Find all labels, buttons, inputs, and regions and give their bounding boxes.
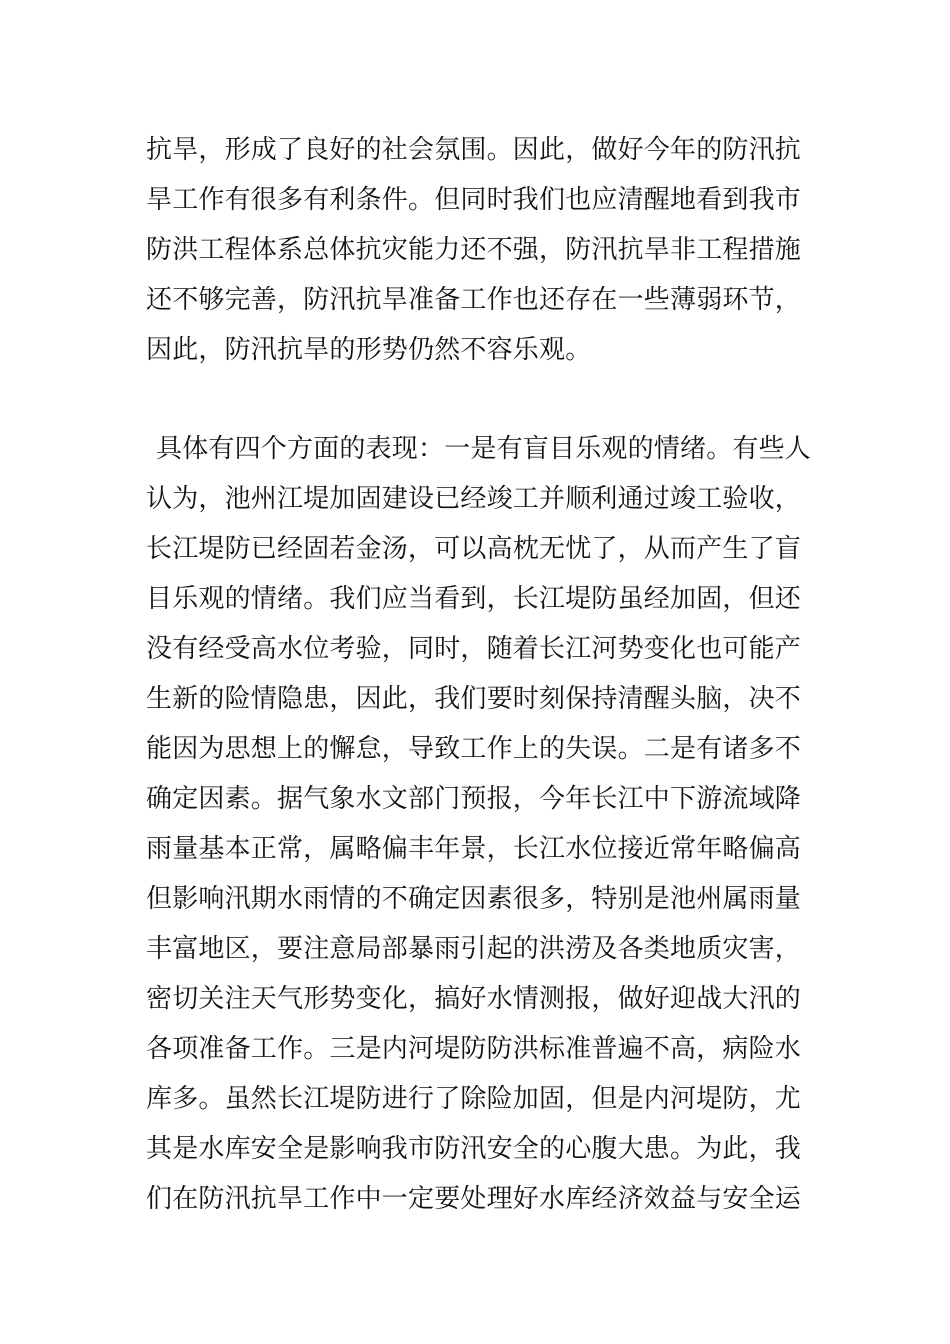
- text-line: 还不够完善，防汛抗旱准备工作也还存在一些薄弱环节，: [146, 285, 802, 315]
- text-line: 生新的险情隐患，因此，我们要时刻保持清醒头脑，决不: [146, 684, 802, 714]
- text-line: 们在防汛抗旱工作中一定要处理好水库经济效益与安全运: [146, 1184, 802, 1214]
- text-line: 密切关注天气形势变化，搞好水情测报，做好迎战大汛的: [146, 984, 802, 1014]
- paragraph-1: [146, 125, 812, 375]
- text-line: 防洪工程体系总体抗灾能力还不强，防汛抗旱非工程措施: [146, 235, 802, 265]
- text-line: 丰富地区，要注意局部暴雨引起的洪涝及各类地质灾害，: [146, 934, 802, 964]
- text-line: 雨量基本正常，属略偏丰年景，长江水位接近常年略偏高: [146, 834, 802, 864]
- text-line: 因此，防汛抗旱的形势仍然不容乐观。: [146, 335, 592, 365]
- text-line: 库多。虽然长江堤防进行了除险加固，但是内河堤防，尤: [146, 1084, 802, 1114]
- text-line: 确定因素。据气象水文部门预报，今年长江中下游流域降: [146, 784, 802, 814]
- text-line: 长江堤防已经固若金汤，可以高枕无忧了，从而产生了盲: [146, 534, 802, 564]
- text-line: 各项准备工作。三是内河堤防防洪标准普遍不高，病险水: [146, 1034, 802, 1064]
- text-line: 没有经受高水位考验，同时，随着长江河势变化也可能产: [146, 634, 802, 664]
- text-line: 目乐观的情绪。我们应当看到，长江堤防虽经加固，但还: [146, 584, 802, 614]
- text-line: 但影响汛期水雨情的不确定因素很多，特别是池州属雨量: [146, 884, 802, 914]
- text-line: 能因为思想上的懈怠，导致工作上的失误。二是有诸多不: [146, 734, 802, 764]
- text-line: 具体有四个方面的表现：一是有盲目乐观的情绪。有些人: [156, 434, 812, 464]
- text-line: 其是水库安全是影响我市防汛安全的心腹大患。为此，我: [146, 1134, 802, 1164]
- paragraph-2: [146, 424, 812, 1224]
- text-line: 认为，池州江堤加固建设已经竣工并顺利通过竣工验收，: [146, 484, 802, 514]
- text-line: 旱工作有很多有利条件。但同时我们也应清醒地看到我市: [146, 185, 802, 215]
- text-line: 抗旱，形成了良好的社会氛围。因此，做好今年的防汛抗: [146, 135, 802, 165]
